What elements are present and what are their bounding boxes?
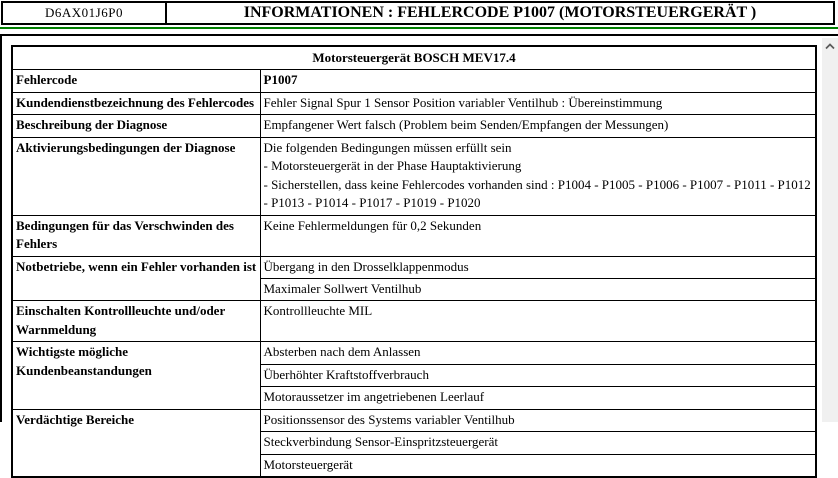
table-row — [12, 256, 816, 278]
condition-line: - Sicherstellen, dass keine Fehlercodes vorhanden sind : P1004 - P1005 - P1006 - P1007 - P1011 - P1012 - P1013 - P1014 - P1017 - P1019 - P1020 — [263, 176, 811, 211]
row-label-cell: Fehlercode — [12, 70, 260, 92]
row-value-cell: Motoraussetzer im angetriebenen Leerlauf — [260, 387, 816, 409]
table-row — [12, 137, 816, 215]
row-value-cell: Übergang in den Drosselklappenmodus — [260, 256, 816, 278]
row-value-cell — [260, 137, 816, 215]
row-value-cell: Überhöhter Kraftstoffverbrauch — [260, 364, 816, 386]
condition-line: Die folgenden Bedingungen müssen erfüllt sein — [263, 139, 512, 155]
row-value-cell: Kontrollleuchte MIL — [260, 301, 816, 342]
row-value-cell: P1007 — [260, 70, 816, 92]
condition-line: - Motorsteuergerät in der Phase Hauptaktivierung — [263, 158, 522, 174]
row-label-cell: Aktivierungsbedingungen der Diagnose — [12, 137, 260, 215]
row-label-cell: Bedingungen für das Verschwinden des Fehlers — [12, 215, 260, 256]
table-row — [12, 46, 816, 70]
table-caption: Motorsteuergerät BOSCH MEV17.4 — [12, 46, 816, 70]
row-value-cell: Maximaler Sollwert Ventilhub — [260, 278, 816, 300]
table-row — [12, 409, 816, 431]
document-code: D6AX01J6P0 — [3, 3, 167, 23]
row-label-cell: Notbetriebe, wenn ein Fehler vorhanden ist — [12, 256, 260, 301]
green-divider-rule — [0, 27, 838, 29]
row-label-cell: Verdächtige Bereiche — [12, 409, 260, 477]
row-label-cell: Kundendienstbezeichnung des Fehlercodes — [12, 92, 260, 114]
row-value-cell: Fehler Signal Spur 1 Sensor Position variabler Ventilhub : Übereinstimmung — [260, 92, 816, 114]
table-row — [12, 92, 816, 114]
row-value-cell: Absterben nach dem Anlassen — [260, 342, 816, 364]
row-label-cell: Beschreibung der Diagnose — [12, 115, 260, 137]
row-label-cell: Wichtigste mögliche Kundenbeanstandungen — [12, 342, 260, 409]
page-header — [1, 1, 835, 25]
vertical-scrollbar[interactable] — [822, 38, 838, 422]
scroll-up-button[interactable] — [822, 38, 838, 54]
fault-info-table — [11, 45, 817, 478]
table-row — [12, 342, 816, 364]
row-value-cell: Keine Fehlermeldungen für 0,2 Sekunden — [260, 215, 816, 256]
table-row — [12, 115, 816, 137]
row-value-cell: Steckverbindung Sensor-Einspritzsteuergerät — [260, 432, 816, 454]
chevron-up-icon — [825, 43, 835, 50]
row-value-cell: Positionssensor des Systems variabler Ventilhub — [260, 409, 816, 431]
table-row — [12, 301, 816, 342]
table-row — [12, 70, 816, 92]
page-title: INFORMATIONEN : FEHLERCODE P1007 (MOTORSTEUERGERÄT ) — [243, 4, 757, 21]
row-value-cell: Empfangener Wert falsch (Problem beim Senden/Empfangen der Messungen) — [260, 115, 816, 137]
row-value-cell: Motorsteuergerät — [260, 454, 816, 477]
row-label-cell: Einschalten Kontrollleuchte und/oder Warnmeldung — [12, 301, 260, 342]
table-row — [12, 215, 816, 256]
